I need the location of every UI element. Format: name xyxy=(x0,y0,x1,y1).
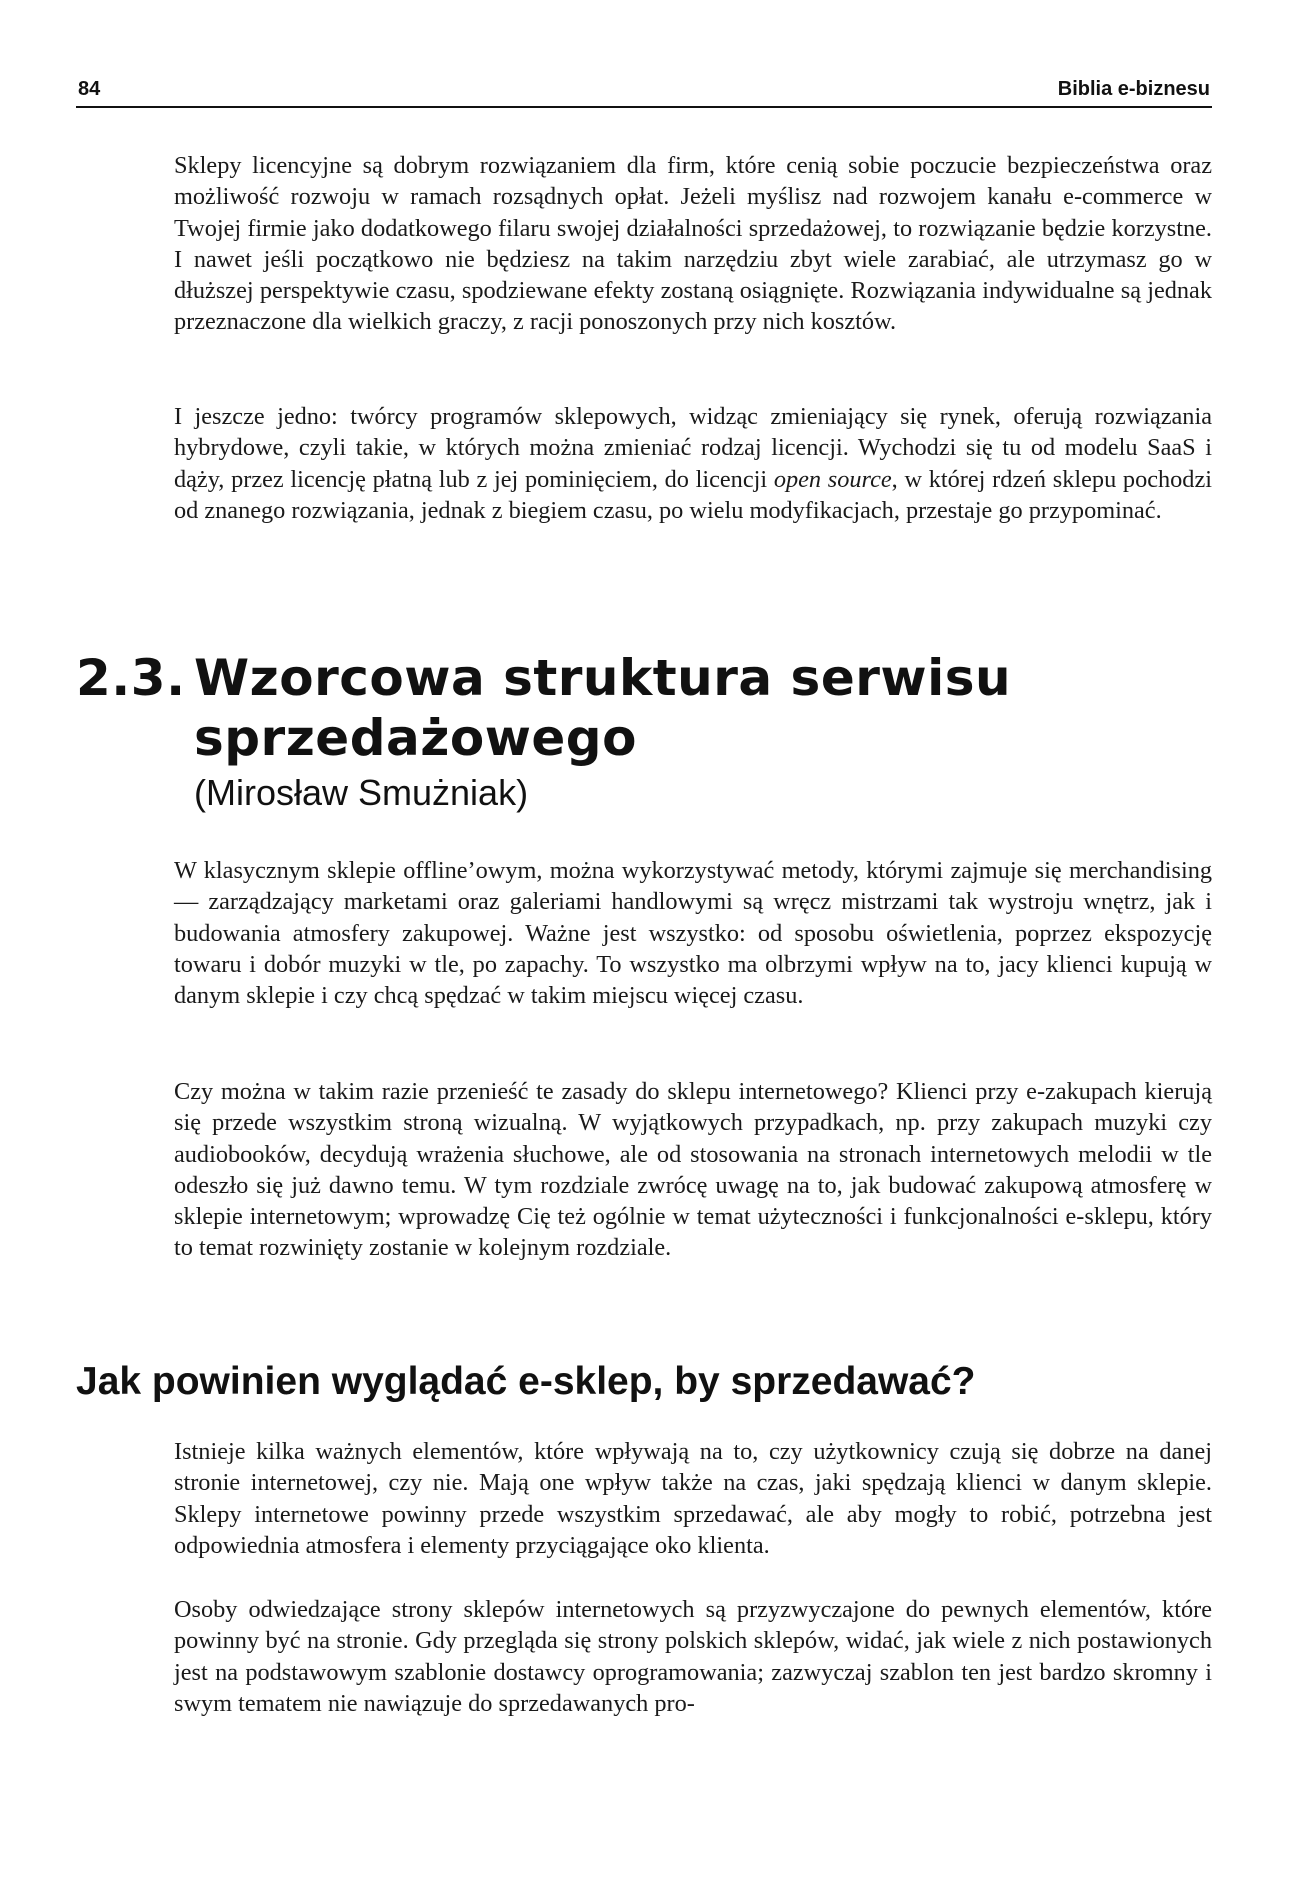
paragraph-shop-templates: Osoby odwiedzające strony sklepów internetowych są przyzwyczajone do pewnych elementów, które powinny być na stronie. Gdy przegląda się strony polskich sklepów, widać, jak wiele z nich postawionych jest na podstawowym szablonie dostawcy oprogramowania; zazwyczaj szablon ten jest bardzo skromny i swym tematem nie nawiązuje do sprzedawanych pro- xyxy=(174,1596,1212,1717)
paragraph-merchandising: W klasycznym sklepie offline’owym, można wykorzystywać metody, którymi zajmuje się merchandising — zarządzający marketami oraz galeriami handlowymi są wręcz mistrzami tak wystroju wnętrz, jak i budowania atmosfery zakupowej. Ważne jest wszystko: od sposobu oświetlenia, poprzez ekspozycję towaru i dobór muzyki w tle, po zapachy. To wszystko ma olbrzymi wpływ na to, jacy klienci kupują w danym sklepie i czy chcą spędzać w takim miejscu więcej czasu. xyxy=(174,857,1212,1010)
paragraph-hybrid-end: , w której rdzeń sklepu pochodzi od znanego rozwiązania, jednak z biegiem czasu, po wielu modyfikacjach, przestaje go przypominać. xyxy=(174,465,1212,524)
section-title-line2: sprzedażowego xyxy=(194,709,637,767)
section-number: 2.3. xyxy=(76,649,186,707)
section-title-line1: Wzorcowa struktura serwisu xyxy=(194,649,1012,707)
paragraph-hybrid-solutions xyxy=(174,401,1212,526)
paragraph-licensed-shops: Sklepy licencyjne są dobrym rozwiązaniem dla firm, które cenią sobie poczucie bezpieczeństwa oraz możliwość rozwoju w ramach rozsądnych opłat. Jeżeli myślisz nad rozwojem kanału e-commerce w Twojej firmie jako dodatkowego filaru swojej działalności sprzedażowej, to rozwiązanie będzie korzystne. I nawet jeśli początkowo nie będziesz na takim narzędziu zbyt wiele zarabiać, ale utrzymasz go w dłuższej perspektywie czasu, spodziewane efekty zostaną osiągnięte. Rozwiązania indywidualne są jednak przeznaczone dla wielkich graczy, z racji ponoszonych przy nich kosztów. xyxy=(174,152,1212,336)
subsection-heading: Jak powinien wyglądać e-sklep, by sprzedawać? xyxy=(76,1360,976,1403)
book-title: Biblia e-biznesu xyxy=(1057,78,1210,100)
paragraph-key-elements: Istnieje kilka ważnych elementów, które wpływają na to, czy użytkownicy czują się dobrze na danej stronie internetowej, czy nie. Mają one wpływ także na czas, jaki spędzają klienci w danym sklepie. Sklepy internetowe powinny przede wszystkim sprzedawać, ale aby mogły to robić, potrzebna jest odpowiednia atmosfera i elementy przyciągające oko klienta. xyxy=(174,1438,1212,1559)
paragraph-hybrid-start: I jeszcze jedno: twórcy programów sklepowych, widząc zmieniający się rynek, oferują rozwiązania hybrydowe, czyli takie, w których można zmieniać rodzaj licencji. Wychodzi się tu od modelu SaaS i dąży, przez licencję płatną lub z jej pominięciem, do licencji xyxy=(174,403,1212,493)
page-number: 84 xyxy=(78,78,101,100)
running-header xyxy=(76,76,1212,108)
section-heading xyxy=(76,648,1212,768)
open-source-term: open source xyxy=(773,465,892,493)
paragraph-online-atmosphere: Czy można w takim razie przenieść te zasady do sklepu internetowego? Klienci przy e-zakupach kierują się przede wszystkim stroną wizualną. W wyjątkowych przypadkach, np. przy zakupach muzyki czy audiobooków, decydują wrażenia słuchowe, ale od stosowania na stronach internetowych melodii w tle odeszło się już dawno temu. W tym rozdziale zwrócę uwagę na to, jak budować zakupową atmosferę w sklepie internetowym; wprowadzę Cię też ogólnie w temat użyteczności i funkcjonalności e-sklepu, który to temat rozwinięty zostanie w kolejnym rozdziale. xyxy=(174,1078,1212,1262)
section-author: (Mirosław Smużniak) xyxy=(194,772,529,813)
